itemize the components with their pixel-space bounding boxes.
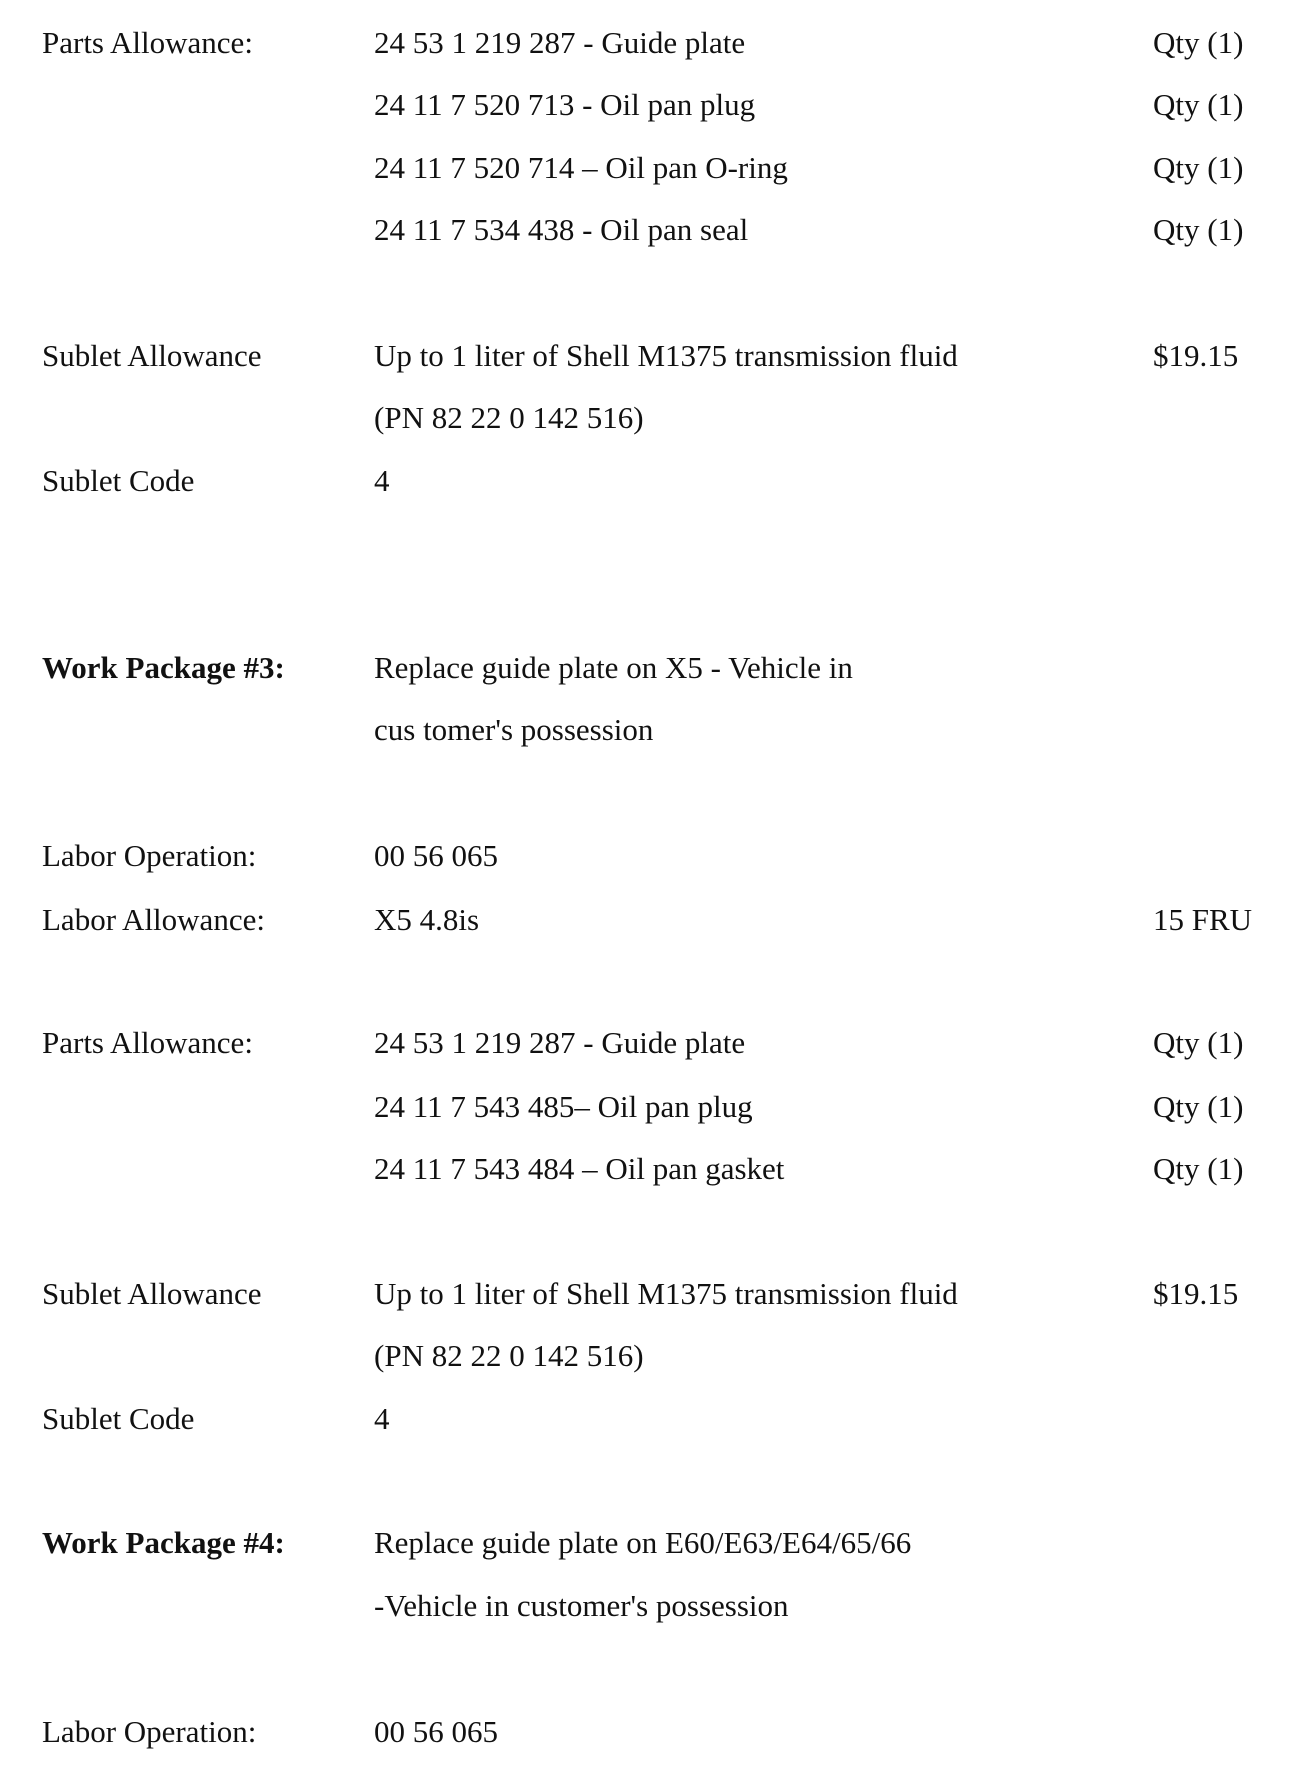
work-package-3-description: Replace guide plate on X5 - Vehicle in <box>374 650 853 685</box>
sublet-allowance-line: Up to 1 liter of Shell M1375 transmission fluid <box>374 1276 958 1311</box>
work-package-3-title: Work Package #3: <box>42 650 285 685</box>
part-qty: Qty (1) <box>1153 25 1244 60</box>
sublet-code-label: Sublet Code <box>42 1401 195 1436</box>
parts-allowance-label: Parts Allowance: <box>42 25 253 60</box>
labor-allowance-amount: 15 FRU <box>1153 902 1253 937</box>
labor-allowance-label: Labor Allowance: <box>42 902 265 937</box>
labor-operation-label: Labor Operation: <box>42 1714 257 1749</box>
sublet-code-value: 4 <box>374 463 390 498</box>
part-qty: Qty (1) <box>1153 150 1244 185</box>
work-package-4-description: Replace guide plate on E60/E63/E64/65/66 <box>374 1525 912 1560</box>
sublet-allowance-line: Up to 1 liter of Shell M1375 transmission fluid <box>374 338 958 373</box>
sublet-allowance-amount: $19.15 <box>1153 1276 1239 1311</box>
part-item: 24 11 7 520 714 – Oil pan O-ring <box>374 150 788 185</box>
part-qty: Qty (1) <box>1153 1089 1244 1124</box>
labor-operation-value: 00 56 065 <box>374 838 498 873</box>
part-qty: Qty (1) <box>1153 1025 1244 1060</box>
work-package-4-title: Work Package #4: <box>42 1525 285 1560</box>
part-item: 24 53 1 219 287 - Guide plate <box>374 25 746 60</box>
sublet-allowance-line: (PN 82 22 0 142 516) <box>374 400 644 435</box>
part-qty: Qty (1) <box>1153 212 1244 247</box>
part-item: 24 53 1 219 287 - Guide plate <box>374 1025 746 1060</box>
parts-allowance-label: Parts Allowance: <box>42 1025 253 1060</box>
labor-allowance-value: X5 4.8is <box>374 902 480 937</box>
part-item: 24 11 7 534 438 - Oil pan seal <box>374 212 749 247</box>
sublet-allowance-label: Sublet Allowance <box>42 338 262 373</box>
sublet-allowance-amount: $19.15 <box>1153 338 1239 373</box>
part-item: 24 11 7 520 713 - Oil pan plug <box>374 87 756 122</box>
sublet-allowance-label: Sublet Allowance <box>42 1276 262 1311</box>
sublet-code-label: Sublet Code <box>42 463 195 498</box>
part-qty: Qty (1) <box>1153 87 1244 122</box>
work-package-4-description: -Vehicle in customer's possession <box>374 1588 789 1623</box>
work-package-3-description: cus tomer's possession <box>374 712 654 747</box>
part-item: 24 11 7 543 484 – Oil pan gasket <box>374 1151 785 1186</box>
part-item: 24 11 7 543 485– Oil pan plug <box>374 1089 753 1124</box>
part-qty: Qty (1) <box>1153 1151 1244 1186</box>
labor-operation-value: 00 56 065 <box>374 1714 498 1749</box>
sublet-code-value: 4 <box>374 1401 390 1436</box>
labor-operation-label: Labor Operation: <box>42 838 257 873</box>
sublet-allowance-line: (PN 82 22 0 142 516) <box>374 1338 644 1373</box>
